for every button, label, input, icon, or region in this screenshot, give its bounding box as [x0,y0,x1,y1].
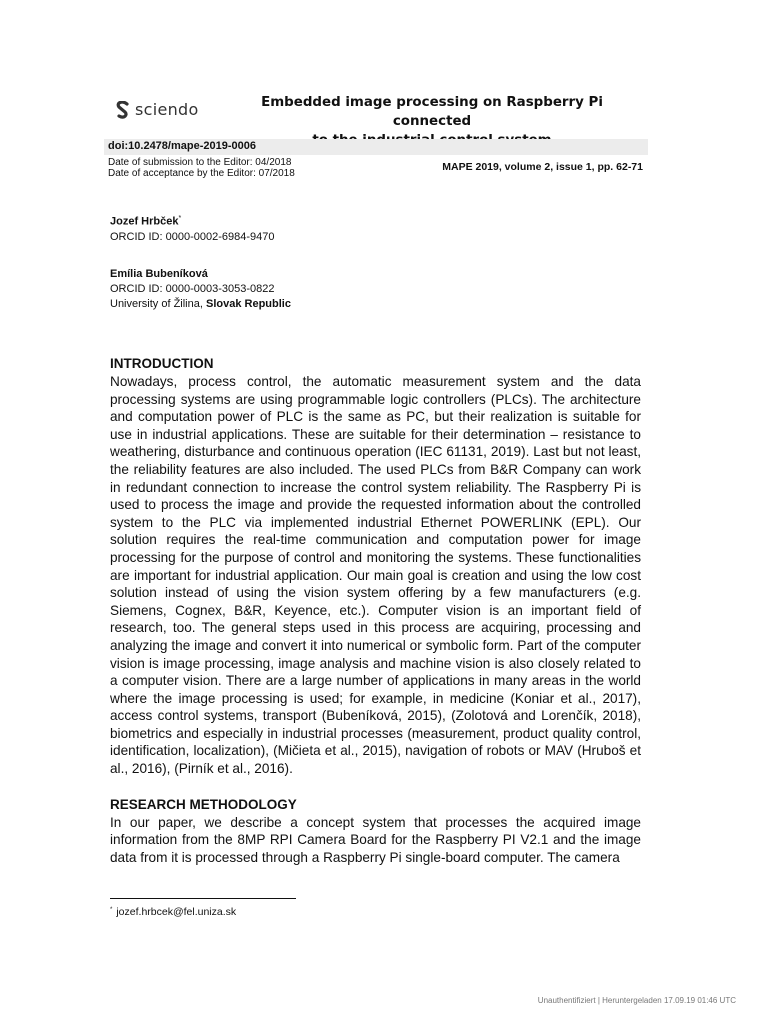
author-2-name: Emília Bubeníková [110,267,208,280]
submission-dates [108,157,295,179]
paper-title-line-1: Embedded image processing on Raspberry Pi connected [261,95,603,129]
section-heading-introduction: INTRODUCTION [110,356,214,371]
author-footnote-marker: * [178,215,182,222]
doi: doi:10.2478/mape-2019-0006 [108,140,256,152]
section-heading-methodology: RESEARCH METHODOLOGY [110,796,297,812]
methodology-paragraph: In our paper, we describe a concept system that processes the acquired image information from the 8MP RPI Camera Board for the Raspberry PI V2.1 and the image data from it is processed through a Raspberry Pi single-board computer. The camera [110,814,641,865]
author-list [110,211,291,312]
author-affiliation [110,297,291,312]
footnote-divider [110,898,296,899]
footnote-email: jozef.hrbcek@fel.uniza.sk [116,906,237,918]
affiliation-country: Slovak Republic [205,297,291,310]
sciendo-logo-icon [116,101,130,119]
paper-body [110,355,641,866]
introduction-paragraph: Nowadays, process control, the automatic measurement system and the data processing systems are using programmable logic controllers (PLCs). The architecture and computation power of PLC is the same as PC, but their realization is suitable for use in industrial applications. These are suitable for their determination – resistance to weathering, disturbance and continuous operation (IEC 61131, 2019). Last but not least, the reliability features are also included. The used PLCs from B&R Company can work in redundant connection to increase the control system reliability. The Raspberry Pi is used to process the image and provide the requested information about the controlled system to the PLC via implemented industrial Ethernet POWERLINK (EPL). Our solution requires the real-time communication and computation power for image processing for the purpose of control and monitoring the systems. These functionalities are important for industrial application. Our main goal is creation and using the low cost solution instead of using the vision system offering by a few manufacturers (e.g. Siemens, Cognex, B&R, Keyence, etc.). Computer vision is an important field of research, too. The general steps used in this process are acquiring, processing and analyzing the image and convert it into numerical or symbolic form. Part of the computer vision is image processing, image analysis and machine vision is also closely related to a computer vision. There are a large number of applications in many areas in the world where the image processing is used; for example, in medicine (Koniar et al., 2017), access control systems, transport (Bubeníková, 2015), (Zolotová and Lorenčík, 2018), biometrics and especially in industrial processes (measurement, product quality control, identification, localization), (Mičieta et al., 2015), navigation of robots or MAV (Hruboš et al., 2016), (Pirník et al., 2016). [110,374,641,777]
author-orcid: ORCID ID: 0000-0002-6984-9470 [110,230,275,243]
footnote-marker: * [110,906,113,913]
download-footer: Unauthentifiziert | Heruntergeladen 17.09.19 01:46 UTC [537,996,736,1005]
author-1 [110,211,291,230]
journal-reference: MAPE 2019, volume 2, issue 1, pp. 62-71 [442,161,643,173]
author-orcid: ORCID ID: 0000-0003-3053-0822 [110,282,275,295]
footnote [110,906,236,918]
publisher-logo [116,100,199,119]
publisher-logo-text: sciendo [135,100,199,119]
date-acceptance: Date of acceptance by the Editor: 07/2018 [108,168,295,179]
author-name: Jozef Hrbček [110,215,179,228]
affiliation-university: University of Žilina, [110,297,206,310]
date-submission: Date of submission to the Editor: 04/2018 [108,157,292,168]
